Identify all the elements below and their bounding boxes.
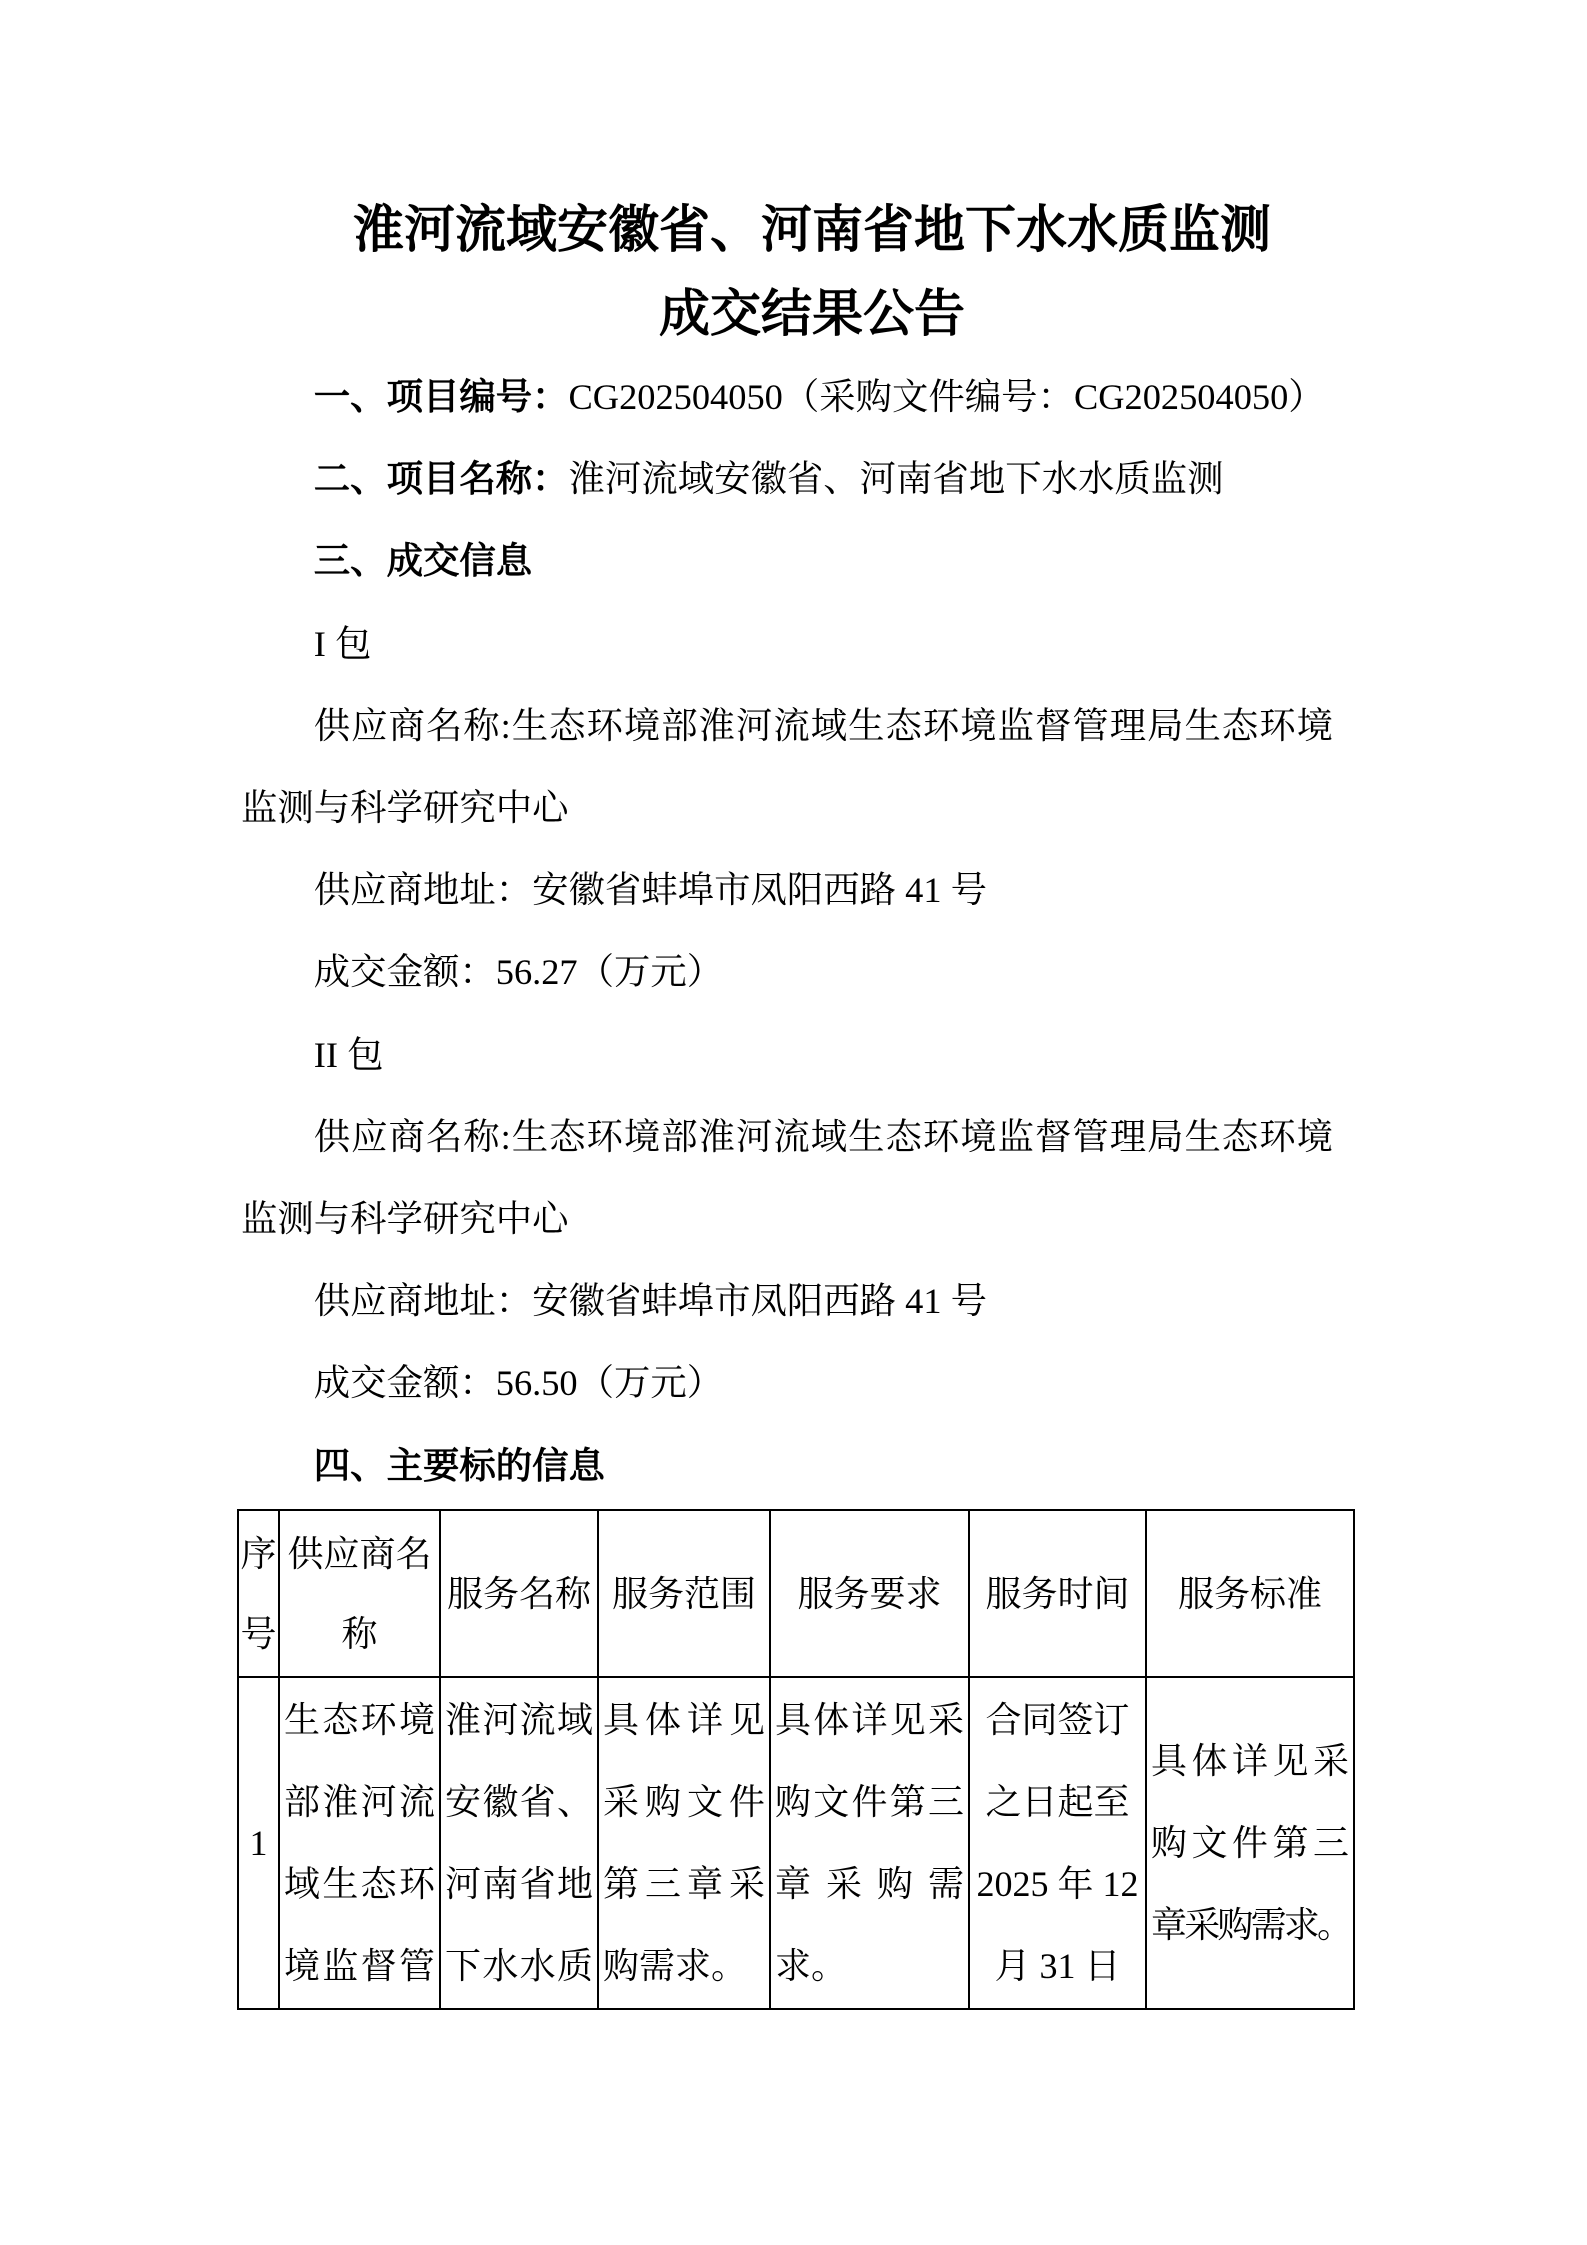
cell-service-scope <box>598 1677 770 2009</box>
deal-amount: 56.27（万元） <box>495 952 724 993</box>
supplier-address-line <box>241 1260 1333 1342</box>
cell-service-name <box>440 1677 598 2009</box>
supplier-address-label: 供应商地址： <box>313 870 533 911</box>
cell-line: 河南省地 <box>445 1864 593 1904</box>
cell-supplier-name <box>279 1677 440 2009</box>
header-service-scope: 服务范围 <box>598 1510 770 1677</box>
main-subject-table <box>237 1509 1355 2010</box>
cell-line: 具体详见 <box>603 1700 765 1740</box>
deal-amount-label: 成交金额： <box>313 1363 496 1404</box>
title-line-1: 淮河流域安徽省、河南省地下水水质监测 <box>352 203 1271 259</box>
cell-line: 章采购需 <box>775 1864 964 1904</box>
supplier-address: 安徽省蚌埠市凤阳西路 41 号 <box>532 1281 988 1322</box>
cell-line: 月 31 日 <box>994 1946 1121 1986</box>
cell-line: 安徽省、 <box>445 1782 593 1822</box>
cell-line: 具体详见采 <box>1151 1741 1349 1781</box>
cell-line: 第三章采 <box>603 1864 765 1904</box>
cell-line: 具体详见采 <box>775 1700 964 1740</box>
cell-line: 2025 年 12 <box>976 1864 1139 1904</box>
cell-line: 购文件第三 <box>1151 1823 1349 1863</box>
header-service-requirements: 服务要求 <box>770 1510 969 1677</box>
deal-info-heading: 三、成交信息 <box>313 541 533 582</box>
cell-line: 淮河流域 <box>445 1700 593 1740</box>
deal-amount-label: 成交金额： <box>313 952 496 993</box>
table-row <box>238 1677 1354 2009</box>
announcement-body <box>241 356 1333 1507</box>
header-service-name: 服务名称 <box>440 1510 598 1677</box>
supplier-name: 生态环境部淮河流域生态环境监督管理局生态环境监测与科学研究中心 <box>241 705 1333 829</box>
cell-line: 购文件第三 <box>775 1782 964 1822</box>
project-name-label: 二、项目名称： <box>313 459 569 500</box>
header-supplier-name: 供应商名称 <box>279 1510 440 1677</box>
package-heading: I 包 <box>313 623 372 664</box>
cell-line: 1 <box>249 1823 268 1863</box>
announcement-title <box>300 189 1324 357</box>
project-number-value: CG202504050（采购文件编号：CG202504050） <box>568 377 1325 417</box>
project-number-label: 一、项目编号： <box>313 377 569 417</box>
project-name-value: 淮河流域安徽省、河南省地下水水质监测 <box>568 459 1224 500</box>
supplier-address-label: 供应商地址： <box>313 1281 533 1322</box>
cell-line: 采购文件 <box>603 1782 765 1822</box>
main-subject-heading: 四、主要标的信息 <box>313 1445 605 1486</box>
supplier-address-line <box>241 849 1333 931</box>
table-header-row <box>238 1510 1354 1677</box>
deal-amount-line <box>241 1342 1333 1424</box>
cell-line: 合同签订 <box>985 1700 1130 1740</box>
cell-line: 求。 <box>775 1946 848 1986</box>
cell-line: 购需求。 <box>603 1946 748 1986</box>
supplier-address: 安徽省蚌埠市凤阳西路 41 号 <box>532 870 988 911</box>
cell-line: 章采购需求。 <box>1151 1905 1349 1945</box>
supplier-name-line <box>241 1096 1333 1260</box>
deal-amount: 56.50（万元） <box>495 1363 724 1404</box>
cell-service-time <box>969 1677 1146 2009</box>
deal-amount-line <box>241 931 1333 1013</box>
cell-line: 生态环境 <box>284 1700 435 1740</box>
cell-index <box>238 1677 279 2009</box>
header-service-standard: 服务标准 <box>1146 1510 1354 1677</box>
cell-line: 下水水质 <box>445 1946 593 1986</box>
supplier-name: 生态环境部淮河流域生态环境监督管理局生态环境监测与科学研究中心 <box>241 1116 1333 1240</box>
supplier-name-line <box>241 685 1333 849</box>
cell-line: 部淮河流 <box>284 1782 435 1822</box>
supplier-name-label: 供应商名称: <box>313 705 511 746</box>
cell-service-standard <box>1146 1677 1354 2009</box>
project-number-line <box>241 356 1333 438</box>
package-heading: II 包 <box>313 1034 384 1075</box>
project-name-line <box>241 438 1333 520</box>
title-line-2: 成交结果公告 <box>658 287 965 343</box>
header-service-time: 服务时间 <box>969 1510 1146 1677</box>
header-index: 序号 <box>238 1510 279 1677</box>
cell-line: 域生态环 <box>284 1864 435 1904</box>
cell-service-requirements <box>770 1677 969 2009</box>
supplier-name-label: 供应商名称: <box>313 1116 511 1157</box>
cell-line: 之日起至 <box>985 1782 1130 1822</box>
cell-line: 境监督管 <box>284 1946 435 1986</box>
